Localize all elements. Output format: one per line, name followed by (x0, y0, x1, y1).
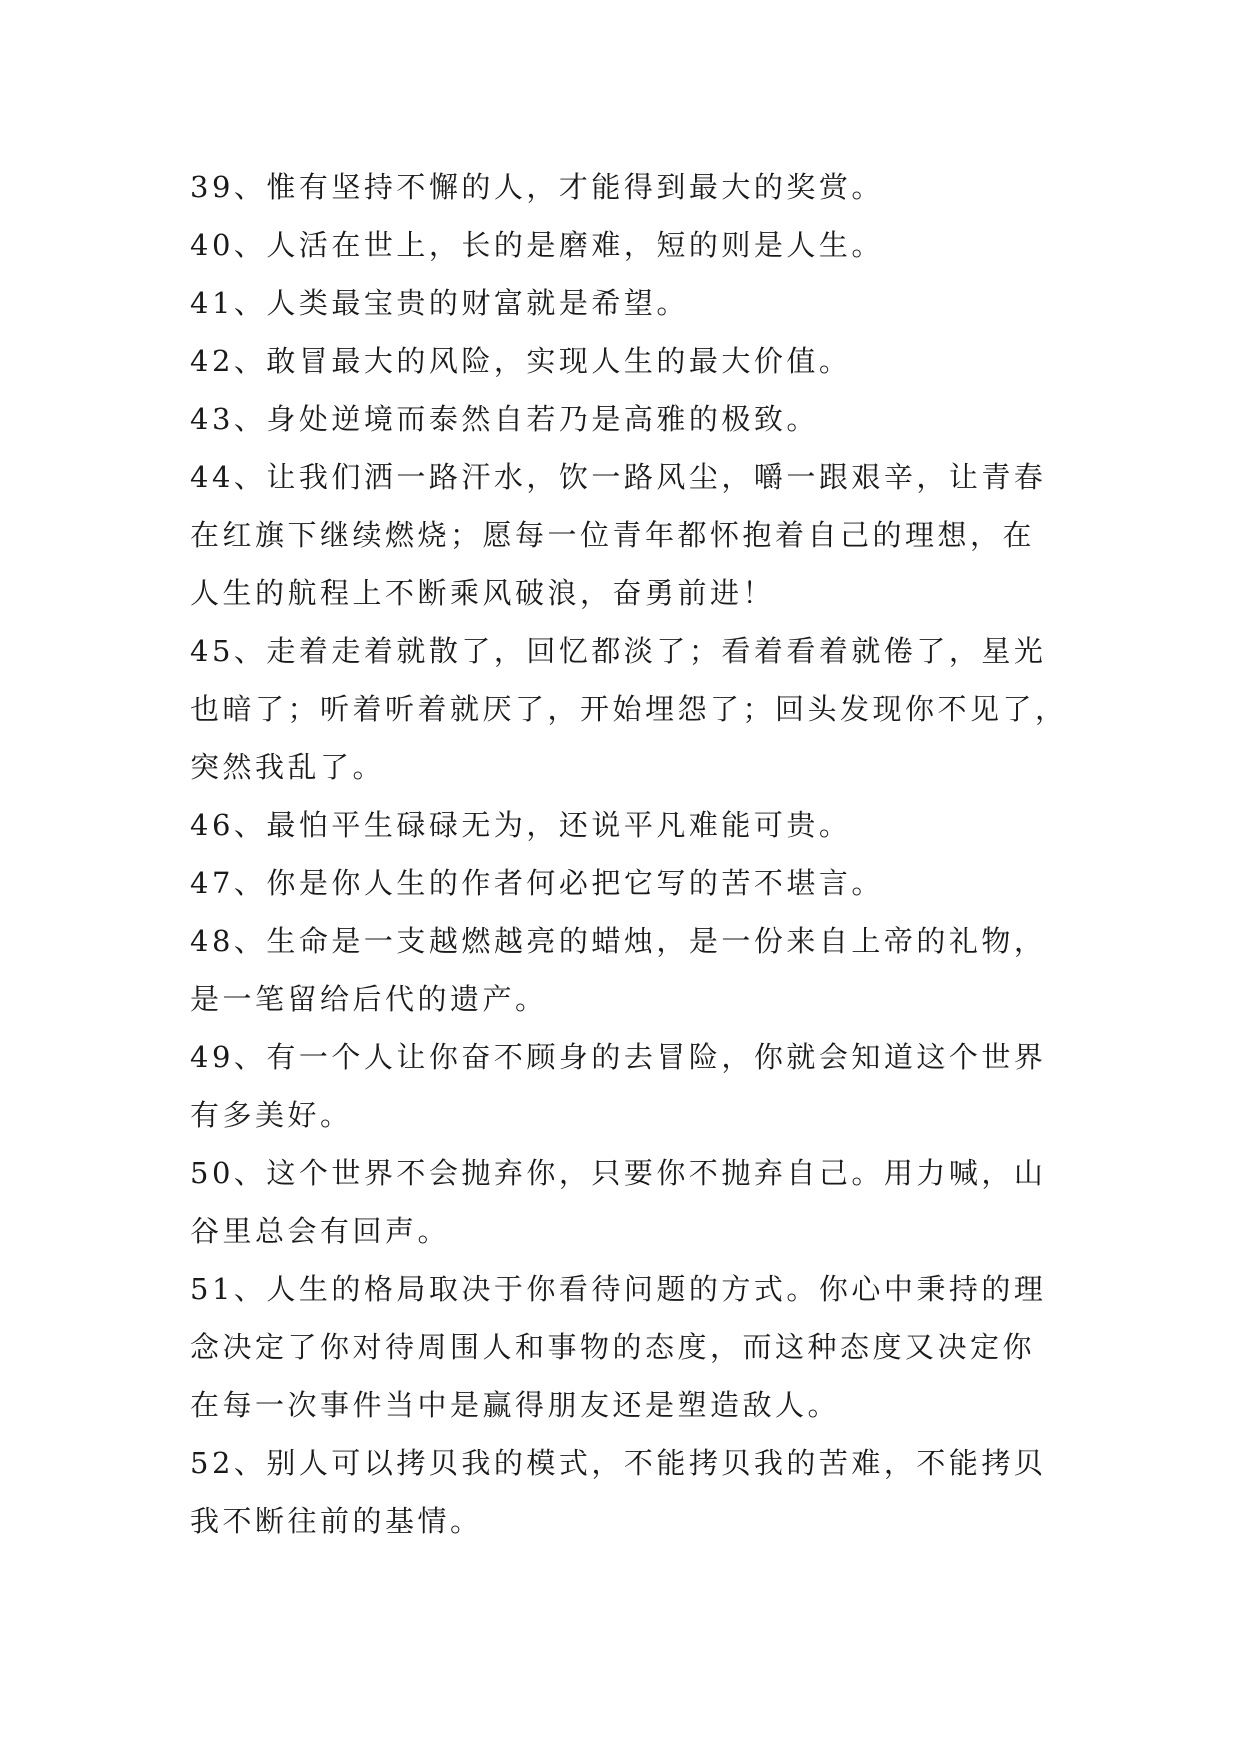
text-line: 47、你是你人生的作者何必把它写的苦不堪言。 (190, 866, 884, 900)
text-line: 41、人类最宝贵的财富就是希望。 (190, 286, 689, 320)
text-line: 51、人生的格局取决于你看待问题的方式。你心中秉持的理 (190, 1272, 1047, 1306)
text-line: 突然我乱了。 (190, 750, 386, 784)
text-line: 人生的航程上不断乘风破浪，奋勇前进！ (190, 576, 776, 610)
text-line: 39、惟有坚持不懈的人，才能得到最大的奖赏。 (190, 170, 884, 204)
text-line: 是一笔留给后代的遗产。 (190, 982, 548, 1016)
text-line: 在每一次事件当中是赢得朋友还是塑造敌人。 (190, 1388, 841, 1422)
text-line: 有多美好。 (190, 1098, 353, 1132)
text-line: 52、别人可以拷贝我的模式，不能拷贝我的苦难，不能拷贝 (190, 1446, 1047, 1480)
text-line: 46、最怕平生碌碌无为，还说平凡难能可贵。 (190, 808, 852, 842)
text-line: 念决定了你对待周围人和事物的态度，而这种态度又决定你 (190, 1330, 1036, 1364)
text-line: 43、身处逆境而泰然自若乃是高雅的极致。 (190, 402, 819, 436)
text-line: 在红旗下继续燃烧；愿每一位青年都怀抱着自己的理想，在 (190, 518, 1036, 552)
document-body (190, 158, 1068, 1550)
text-line: 42、敢冒最大的风险，实现人生的最大价值。 (190, 344, 852, 378)
text-line: 49、有一个人让你奋不顾身的去冒险，你就会知道这个世界 (190, 1040, 1047, 1074)
text-line: 谷里总会有回声。 (190, 1214, 451, 1248)
text-line: 40、人活在世上，长的是磨难，短的则是人生。 (190, 228, 884, 262)
text-line: 48、生命是一支越燃越亮的蜡烛，是一份来自上帝的礼物， (190, 924, 1047, 958)
text-line: 44、让我们洒一路汗水，饮一路风尘，嚼一跟艰辛，让青春 (190, 460, 1047, 494)
text-line: 我不断往前的基情。 (190, 1504, 483, 1538)
text-line: 50、这个世界不会抛弃你，只要你不抛弃自己。用力喊，山 (190, 1156, 1047, 1190)
text-line: 也暗了；听着听着就厌了，开始埋怨了；回头发现你不见了， (190, 692, 1068, 726)
text-line: 45、走着走着就散了，回忆都淡了；看着看着就倦了，星光 (190, 634, 1047, 668)
